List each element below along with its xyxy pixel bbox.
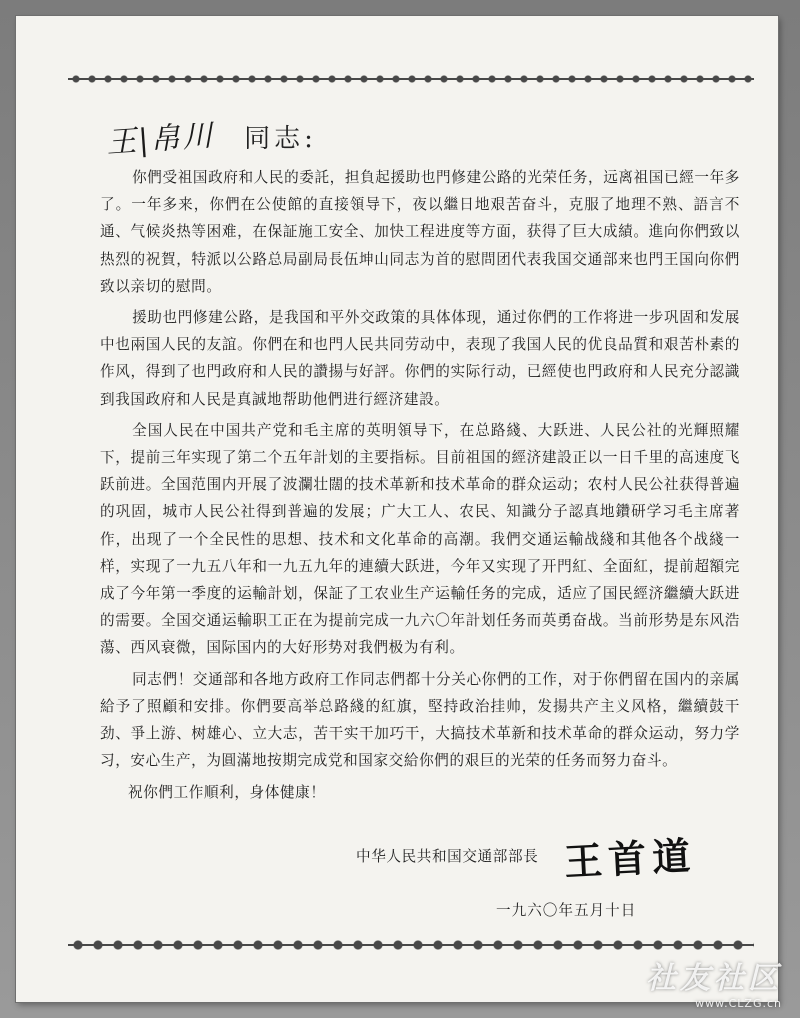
paragraph-3: 全国人民在中国共产党和毛主席的英明領导下，在总路綫、大跃进、人民公社的光輝照耀下，提前三年实现了第二个五年計划的主要指标。目前祖国的經济建設正以一日千里的高速度飞跃前进。全国范围内开展了波瀾壮闊的技术革新和技术革命的群众运动；农村人民公社获得普遍的巩固，城市人民公社得到普遍的发展；广大工人、农民、知識分子認真地鑽研学习毛主席著作，出现了一个全民性的思想、技术和文化革命的高潮。我們交通运輸战綫和其他各个战綫一样，实现了一九五八年和一九五九年的連續大跃进，今年又实现了开門紅、全面紅，提前超額完成了今年第一季度的运輸計划，保証了工农业生产运輸任务的完成，适应了国民經济繼續大跃进的需要。全国交通运輸职工正在为提前完成一九六〇年計划任务而英勇奋战。当前形势是东风浩蕩、西风衰微，国际国内的大好形势对我們极为有利。 [100,421,740,657]
letter-sheet [16,16,778,1002]
letter-date: 一九六〇年五月十日 [496,902,637,919]
handwritten-addressee: 王|帛川 [105,118,216,161]
signature-block [356,828,696,883]
top-ornament-border [68,71,754,87]
site-watermark [646,953,782,1010]
paragraph-4: 同志們！交通部和各地方政府工作同志們都十分关心你們的工作，对于你們留在国内的亲属給予了照顧和安排。你們要高举总路綫的紅旗，堅持政治挂帅，发揚共产主义风格，繼續鼓干劲、爭上游、树雄心、立大志，苦干实干加巧干，大搞技术革新和技术革命的群众运动，努力学习，安心生产，为圓滿地按期完成党和国家交給你們的艰巨的光荣的任务而努力奋斗。 [100,670,740,770]
signer-title: 中华人民共和国交通部部長 [356,848,539,865]
paragraph-1: 你們受祖国政府和人民的委託，担負起援助也門修建公路的光荣任务，远离祖国已經一年多了。一年多来，你們在公使館的直接領导下，夜以繼日地艰苦奋斗，克服了地理不熟、語言不通、气候炎热等困难，在保証施工安全、加快工程进度等方面，获得了巨大成績。進向你們致以热烈的祝賀，特派以公路总局副局長伍坤山同志为首的慰問团代表我国交通部来也門王国向你們致以亲切的慰問。 [100,169,740,295]
closing-wish: 祝你們工作順利，身体健康！ [128,784,326,801]
greeting: 同志: [244,123,317,154]
watermark-title: 社友社区 [646,961,782,996]
salutation [105,116,317,161]
paragraph-2: 援助也門修建公路，是我国和平外交政策的具体体现，通过你們的工作将进一步巩固和发展中也兩国人民的友誼。你們在和也門人民共同劳动中，表现了我国人民的优良品質和艰苦朴素的作风，得到了也門政府和人民的讚揚与好評。你們的实际行动，已經使也門政府和人民充分認識到我国政府和人民是真誠地帮助他們进行經济建設。 [100,309,740,408]
watermark-url: www.CLZG.cn [695,997,782,1010]
handwritten-signature: 王首道 [563,833,698,885]
letter-body [100,164,740,778]
